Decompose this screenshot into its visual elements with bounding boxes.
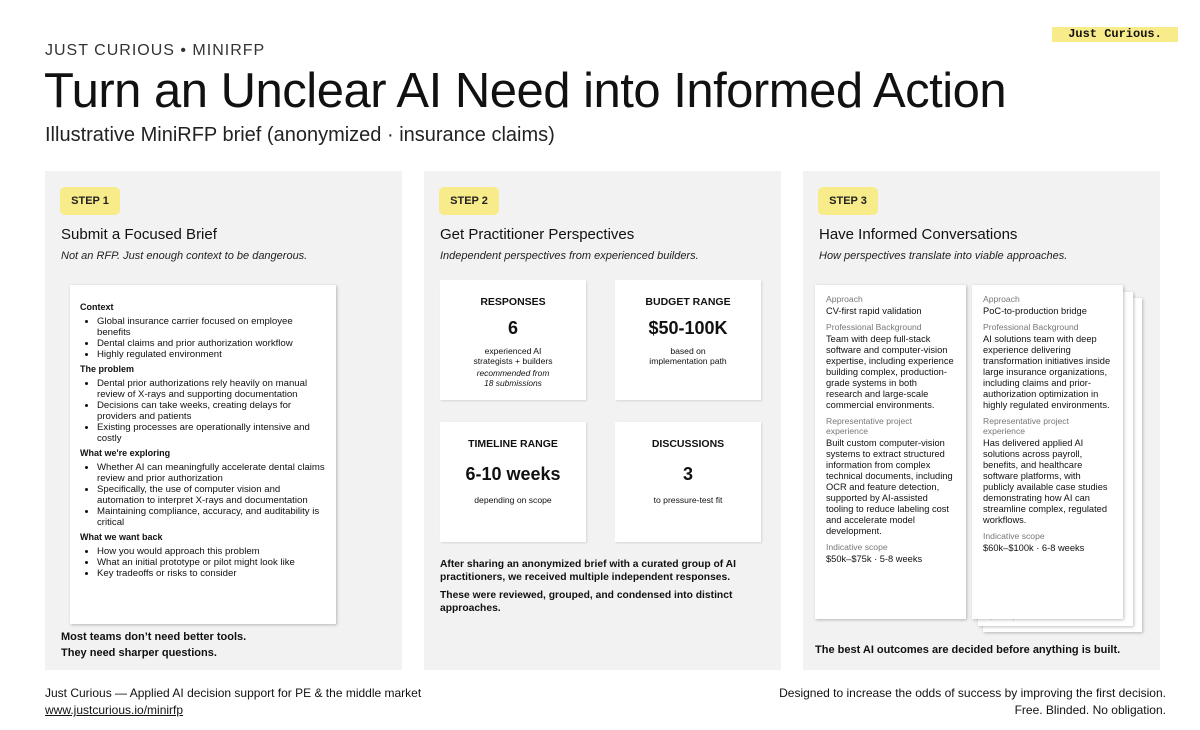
approach-name: PoC-to-production bridge (983, 306, 1087, 316)
step1-closing-line2: They need sharper questions. (61, 647, 217, 659)
experience-label: Representative project experience (983, 416, 1069, 436)
brief-exploring-heading: What we're exploring (80, 448, 171, 458)
brief-problem-list (80, 378, 326, 444)
stat-note-line: strategists + builders (473, 355, 553, 366)
budget-stat-card (615, 280, 761, 400)
brief-exploring-list (80, 462, 326, 528)
page-title: Turn an Unclear AI Need into Informed Action (44, 64, 1007, 118)
list-item: • Highly regulated environment (97, 349, 326, 360)
background-label: Professional Background (826, 322, 922, 332)
experience-text: Built custom computer-vision systems to extract structured information from complex technical documents, including OCR and feature detection, supported by AI-assisted tooling to reduce labeling cost and accelerate model development. (826, 438, 953, 536)
stat-note-line: based on (670, 346, 706, 356)
step1-title: Submit a Focused Brief (61, 226, 217, 243)
step1-closing (61, 629, 246, 661)
experience-text: Has delivered applied AI solutions across payroll, benefits, and healthcare software platforms, with publicly available case studies demonstrating how AI can streamline complex, regulated workflows. (983, 438, 1108, 525)
step1-closing-line1: Most teams don’t need better tools. (61, 631, 247, 643)
stat-value: 6-10 weeks (465, 464, 561, 484)
approach-name: CV-first rapid validation (826, 306, 922, 316)
discussions-stat-card (615, 422, 761, 542)
step1-subtitle: Not an RFP. Just enough context to be dangerous. (61, 250, 308, 262)
brief-card (70, 285, 336, 624)
step3-panel (803, 171, 1160, 670)
footer-tagline: Just Curious — Applied AI decision support for PE & the middle market (45, 686, 422, 700)
footer-right-line1: Designed to increase the odds of success by improving the first decision. (779, 686, 1166, 700)
stat-value: 6 (507, 318, 518, 338)
list-item: • Specifically, the use of computer vision and automation to interpret X-rays and documentation (97, 484, 326, 506)
stat-note (440, 347, 586, 366)
step3-title: Have Informed Conversations (819, 226, 1018, 243)
approach-label: Approach (983, 294, 1020, 304)
footer-right-line2: Free. Blinded. No obligation. (1014, 703, 1166, 717)
background-text: Team with deep full-stack software and computer-vision expertise, including experience building complex, production-grade systems in both research and large-scale commercial environments. (826, 334, 954, 410)
stat-note-italic (440, 369, 586, 388)
approach-label: Approach (826, 294, 863, 304)
brand-badge: Just Curious. (1052, 27, 1178, 42)
stat-note (615, 347, 761, 366)
step2-summary (440, 558, 760, 620)
step3-badge: STEP 3 (818, 187, 878, 215)
approach-card (815, 285, 966, 619)
stat-note-line: experienced AI (484, 346, 542, 356)
approach-card (972, 285, 1123, 619)
stat-note: to pressure-test fit (653, 495, 723, 505)
stat-value: 3 (682, 464, 693, 484)
step2-title: Get Practitioner Perspectives (440, 226, 635, 243)
list-item: • Maintaining compliance, accuracy, and auditability is critical (97, 506, 326, 528)
stat-note: depending on scope (474, 495, 552, 505)
list-item: • Decisions can take weeks, creating delays for providers and patients (97, 400, 326, 422)
timeline-stat-card (440, 422, 586, 542)
list-item: • Dental claims and prior authorization workflow (97, 338, 326, 349)
brief-context-heading: Context (80, 302, 114, 312)
scope-text: $60k–$100k · 6-8 weeks (983, 543, 1085, 553)
eyebrow: JUST CURIOUS • MINIRFP (45, 42, 266, 59)
step2-summary-para1: After sharing an anonymized brief with a curated group of AI practitioners, we received multiple independent responses. (440, 559, 736, 583)
background-label: Professional Background (983, 322, 1079, 332)
stat-label: BUDGET RANGE (645, 296, 731, 308)
list-item: • What an initial prototype or pilot might look like (97, 557, 326, 568)
stat-value: $50-100K (648, 318, 728, 338)
stat-label: TIMELINE RANGE (468, 438, 558, 450)
step2-summary-para2: These were reviewed, grouped, and condensed into distinct approaches. (440, 590, 733, 614)
scope-label: Indicative scope (826, 542, 888, 552)
footer-right (779, 685, 1166, 719)
stat-label: RESPONSES (480, 296, 546, 308)
page-subtitle: Illustrative MiniRFP brief (anonymized · insurance claims) (45, 124, 555, 146)
step2-badge: STEP 2 (439, 187, 499, 215)
scope-label: Indicative scope (983, 531, 1045, 541)
stat-note-line: recommended from (476, 368, 550, 378)
list-item: • Existing processes are operationally intensive and costly (97, 422, 326, 444)
list-item: • Key tradeoffs or risks to consider (97, 568, 326, 579)
brief-wantback-list (80, 546, 326, 579)
stat-note-line: 18 submissions (484, 377, 542, 388)
footer-left (45, 685, 421, 719)
step2-panel (424, 171, 781, 670)
footer-link[interactable]: www.justcurious.io/minirfp (45, 703, 184, 717)
list-item: • Dental prior authorizations rely heavily on manual review of X-rays and supporting documentation (97, 378, 326, 400)
brief-wantback-heading: What we want back (80, 532, 163, 542)
step1-badge: STEP 1 (60, 187, 120, 215)
experience-label: Representative project experience (826, 416, 912, 436)
brief-context-list (80, 316, 326, 360)
step3-subtitle: How perspectives translate into viable approaches. (819, 250, 1068, 262)
responses-stat-card (440, 280, 586, 400)
brief-problem-heading: The problem (80, 364, 135, 374)
step1-panel (45, 171, 402, 670)
background-text: AI solutions team with deep experience delivering transformation initiatives inside large insurance organizations, including claims and prior-authorization optimization in highly regulated environments. (983, 334, 1111, 410)
step3-closing: The best AI outcomes are decided before anything is built. (815, 644, 1121, 656)
list-item: • Whether AI can meaningfully accelerate dental claims review and prior authorization (97, 462, 326, 484)
step2-subtitle: Independent perspectives from experienced builders. (440, 250, 699, 262)
scope-text: $50k–$75k · 5-8 weeks (826, 554, 923, 564)
list-item: • Global insurance carrier focused on employee benefits (97, 316, 326, 338)
stat-note-line: implementation path (649, 355, 727, 366)
list-item: • How you would approach this problem (97, 546, 326, 557)
stat-label: DISCUSSIONS (651, 438, 725, 450)
